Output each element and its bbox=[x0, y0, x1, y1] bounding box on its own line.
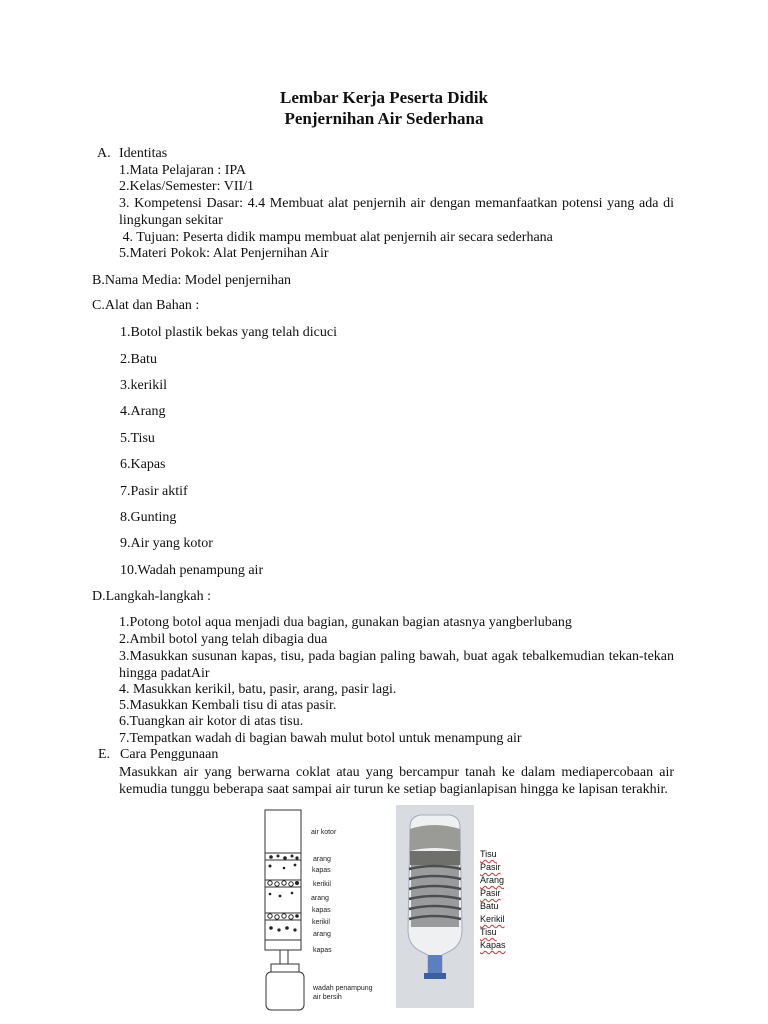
material-item: 6.Kapas bbox=[120, 457, 166, 472]
photo-label: Batu bbox=[480, 901, 499, 911]
diagram-label: air bersih bbox=[313, 994, 342, 1001]
diagram-label: wadah penampung bbox=[313, 985, 373, 992]
photo-label: Arang bbox=[480, 875, 505, 885]
filter-photo bbox=[396, 805, 474, 1008]
material-item: 3.kerikil bbox=[120, 378, 168, 393]
photo-label: Tisu bbox=[480, 927, 497, 937]
diagram-label: kapas bbox=[312, 907, 331, 914]
section-e-marker: E. bbox=[98, 747, 111, 762]
material-item: 9.Air yang kotor bbox=[120, 536, 213, 551]
section-c-heading: C.Alat dan Bahan : bbox=[92, 298, 200, 313]
identitas-item: 3. Kompetensi Dasar: 4.4 Membuat alat penjernih air dengan memanfaatkan potensi yang ada di lingkungan sekitar bbox=[119, 196, 674, 228]
material-item: 4.Arang bbox=[120, 404, 166, 419]
step-item: 4. Masukkan kerikil, batu, pasir, arang, pasir lagi. bbox=[119, 682, 397, 697]
section-a-marker: A. bbox=[97, 146, 111, 161]
diagram-label: arang bbox=[313, 856, 331, 863]
material-item: 2.Batu bbox=[120, 352, 157, 367]
step-item: 1.Potong botol aqua menjadi dua bagian, gunakan bagian atasnya yangberlubang bbox=[119, 615, 572, 630]
identitas-item: 1.Mata Pelajaran : IPA bbox=[119, 163, 247, 178]
photo-label: Tisu bbox=[480, 849, 497, 859]
material-item: 1.Botol plastik bekas yang telah dicuci bbox=[120, 325, 337, 340]
photo-label-list bbox=[480, 848, 506, 952]
title-line-1: Lembar Kerja Peserta Didik bbox=[280, 88, 488, 107]
photo-label: Kapas bbox=[480, 940, 506, 950]
material-item: 10.Wadah penampung air bbox=[120, 563, 264, 578]
usage-paragraph: Masukkan air yang berwarna coklat atau yang bercampur tanah ke dalam mediapercobaan air kemudia tunggu beberapa saat sampai air turun ke setiap bagianlapisan hingga ke lapisan terakhir. bbox=[119, 765, 674, 797]
material-item: 8.Gunting bbox=[120, 510, 177, 525]
identitas-item: 5.Materi Pokok: Alat Penjernihan Air bbox=[119, 246, 329, 261]
identitas-item: 4. Tujuan: Peserta didik mampu membuat alat penjernih air secara sederhana bbox=[119, 230, 553, 245]
diagram-label: kerikil bbox=[312, 919, 330, 926]
section-d-heading: D.Langkah-langkah : bbox=[92, 589, 211, 604]
diagram-label: kapas bbox=[312, 867, 331, 874]
step-item: 7.Tempatkan wadah di bagian bawah mulut botol untuk menampung air bbox=[119, 731, 522, 746]
section-e-heading: Cara Penggunaan bbox=[120, 747, 219, 762]
step-item: 5.Masukkan Kembali tisu di atas pasir. bbox=[119, 698, 337, 713]
step-item: 2.Ambil botol yang telah dibagia dua bbox=[119, 632, 328, 647]
photo-label: Pasir bbox=[480, 888, 501, 898]
material-item: 5.Tisu bbox=[120, 431, 155, 446]
filter-diagram bbox=[258, 808, 388, 1018]
diagram-label: kerikil bbox=[313, 881, 331, 888]
diagram-label: kapas bbox=[313, 947, 332, 954]
title-line-2: Penjernihan Air Sederhana bbox=[284, 109, 484, 128]
material-item: 7.Pasir aktif bbox=[120, 484, 188, 499]
step-item: 3.Masukkan susunan kapas, tisu, pada bagian paling bawah, buat agak tebalkemudian tekan-tekan hingga padatAir bbox=[119, 649, 674, 681]
photo-label: Pasir bbox=[480, 862, 501, 872]
section-a-heading: Identitas bbox=[119, 146, 168, 161]
section-b-text: B.Nama Media: Model penjernihan bbox=[92, 273, 292, 288]
identitas-item: 2.Kelas/Semester: VII/1 bbox=[119, 179, 255, 194]
diagram-label: arang bbox=[311, 895, 329, 902]
diagram-label: arang bbox=[313, 931, 331, 938]
step-item: 6.Tuangkan air kotor di atas tisu. bbox=[119, 714, 304, 729]
diagram-label: air kotor bbox=[311, 829, 337, 836]
photo-label: Kerikil bbox=[480, 914, 505, 924]
